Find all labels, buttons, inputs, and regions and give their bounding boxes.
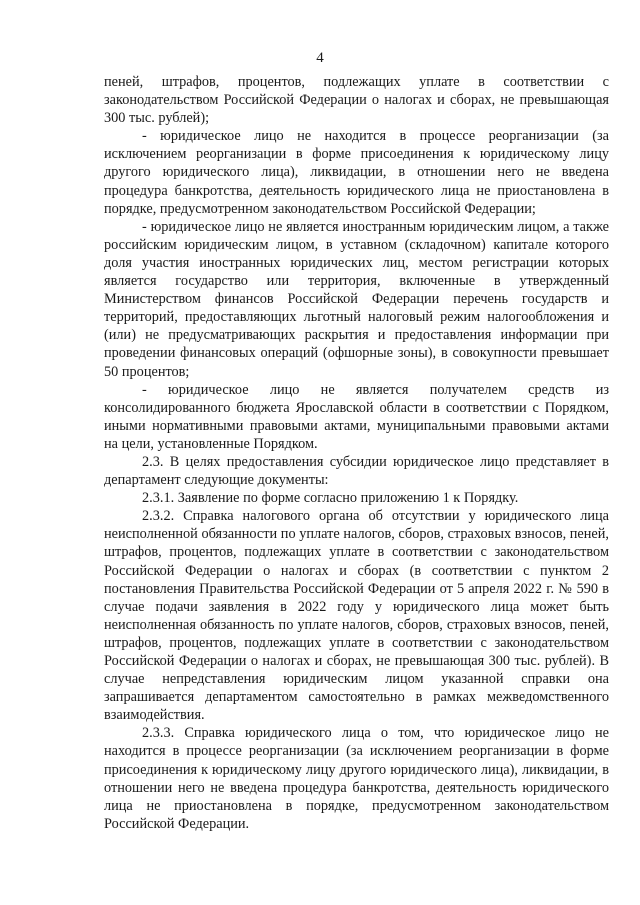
paragraph-section-2-3-3: 2.3.3. Справка юридического лица о том, что юридическое лицо не находится в процессе реорганизации (за исключением реорганизации в форме присоединения к юридическому лицу другого юридического лица), ликвидации, в отношении него не введена процедура банкротства, деятельность юридического лица не приостановлена в порядке, предусмотренном законодательством Российской Федерации. <box>104 725 609 832</box>
paragraph-budget-recipient-condition: - юридическое лицо не является получателем средств из консолидированного бюджета Ярославской области в соответствии с Порядком, иными нормативными правовыми актами, муниципальными правовыми актами на цели, установленные Порядком. <box>104 381 609 452</box>
paragraph-section-2-3-2: 2.3.2. Справка налогового органа об отсутствии у юридического лица неисполненной обязанности по уплате налогов, сборов, страховых взносов, пеней, штрафов, процентов, подлежащих уплате в соответствии с законодательством Российской Федерации о налогах и сборах (в соответствии с пунктом 2 постановления Правительства Российской Федерации от 5 апреля 2022 г. № 590 в случае подачи заявления в 2022 году у юридического лица может быть неисполненная обязанность по уплате налогов, сборов, страховых взносов, пеней, штрафов, процентов, подлежащих уплате в соответствии с законодательством Российской Федерации о налогах и сборах, не превышающая 300 тыс. рублей). В случае непредставления юридическим лицом указанной справки она запрашивается департаментом самостоятельно в рамках межведомственного взаимодействия. <box>104 508 609 724</box>
page-number: 4 <box>316 50 324 66</box>
paragraph-section-2-3: 2.3. В целях предоставления субсидии юридическое лицо представляет в департамент следующие документы: <box>104 453 609 489</box>
paragraph-foreign-entity-condition: - юридическое лицо не является иностранным юридическим лицом, а также российским юридическим лицом, в уставном (складочном) капитале которого доля участия иностранных юридических лиц, местом регистрации которых является государство или территория, включенные в утвержденный Министерством финансов Российской Федерации перечень государств и территорий, предоставляющих льготный налоговый режим налогообложения и (или) не предусматривающих раскрытия и предоставления информации при проведении финансовых операций (офшорные зоны), в совокупности превышает 50 процентов; <box>104 218 609 380</box>
paragraph-continuation: пеней, штрафов, процентов, подлежащих уплате в соответствии с законодательством Российской Федерации о налогах и сборах, не превышающая 300 тыс. рублей); <box>104 74 609 127</box>
document-body <box>104 73 609 833</box>
paragraph-section-2-3-1: 2.3.1. Заявление по форме согласно приложению 1 к Порядку. <box>142 490 519 507</box>
paragraph-reorganization-condition: - юридическое лицо не находится в процессе реорганизации (за исключением реорганизации в форме присоединения к юридическому лицу другого юридического лица), ликвидации, в отношении него не введена процедура банкротства, деятельность юридического лица не приостановлена в порядке, предусмотренном законодательством Российской Федерации; <box>104 128 609 217</box>
